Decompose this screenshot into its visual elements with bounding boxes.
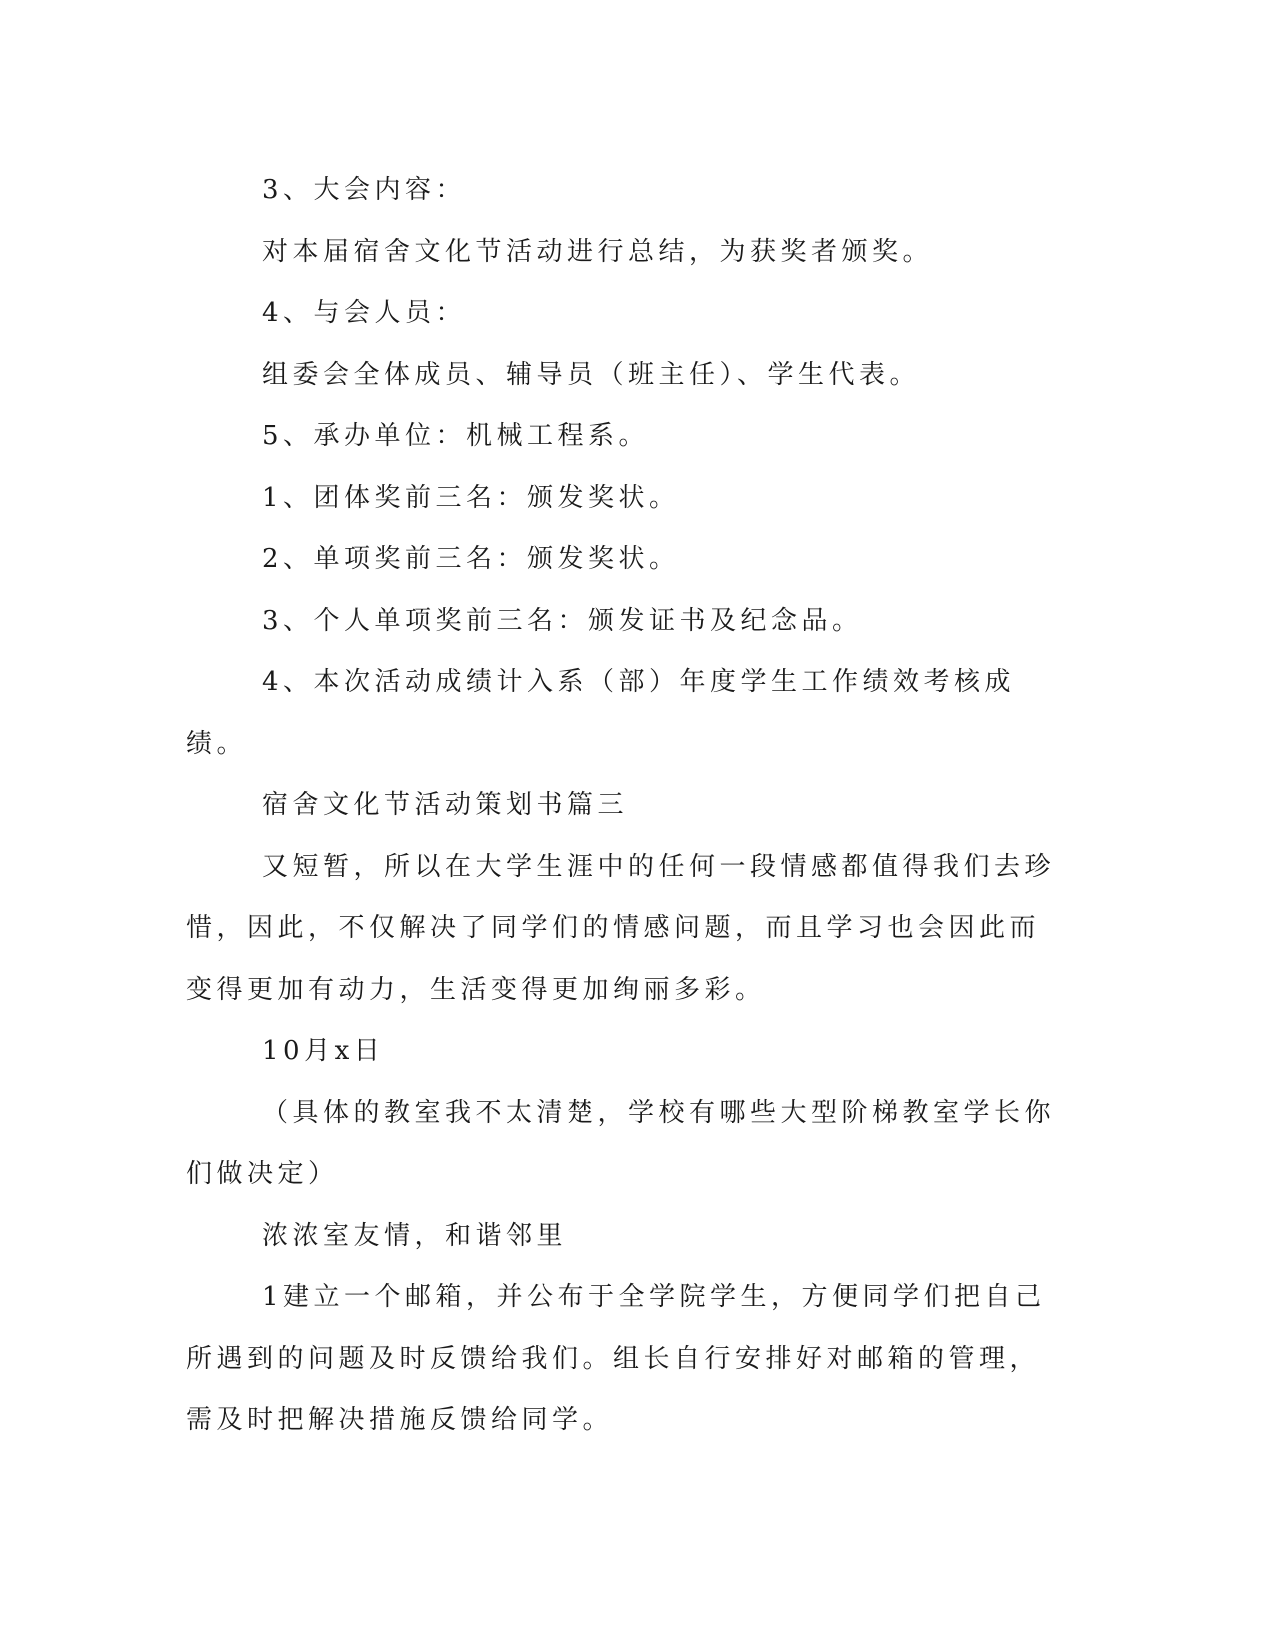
paragraph-classroom-note: （具体的教室我不太清楚，学校有哪些大型阶梯教室学长你们做决定） <box>186 1097 1056 1189</box>
paragraph-date: 10月x日 <box>262 1036 385 1066</box>
paragraph-intro: 又短暂，所以在大学生涯中的任何一段情感都值得我们去珍惜，因此，不仅解决了同学们的情感问题，而且学习也会因此而变得更加有动力，生活变得更加绚丽多彩。 <box>186 851 1056 1005</box>
document-body <box>186 160 1066 1452</box>
section-title: 宿舍文化节活动策划书篇三 <box>262 790 629 820</box>
paragraph-mailbox: 1建立一个邮箱，并公布于全学院学生，方便同学们把自己所遇到的问题及时反馈给我们。组长自行安排好对邮箱的管理，需及时把解决措施反馈给同学。 <box>186 1282 1046 1435</box>
paragraph-individual-award: 3、个人单项奖前三名：颁发证书及纪念品。 <box>262 605 863 636</box>
paragraph-single-award: 2、单项奖前三名：颁发奖状。 <box>262 544 680 574</box>
paragraph-theme: 浓浓室友情，和谐邻里 <box>262 1220 568 1251</box>
paragraph-team-award: 1、团体奖前三名：颁发奖状。 <box>262 482 680 513</box>
paragraph-performance-score: 4、本次活动成绩计入系（部）年度学生工作绩效考核成绩。 <box>186 667 1016 759</box>
paragraph-meeting-content-heading: 3、大会内容： <box>262 175 467 205</box>
paragraph-meeting-content: 对本届宿舍文化节活动进行总结，为获奖者颁奖。 <box>262 236 934 267</box>
paragraph-attendees-heading: 4、与会人员： <box>262 298 467 328</box>
paragraph-attendees: 组委会全体成员、辅导员（班主任）、学生代表。 <box>262 359 921 390</box>
paragraph-organizer: 5、承办单位：机械工程系。 <box>262 421 650 451</box>
